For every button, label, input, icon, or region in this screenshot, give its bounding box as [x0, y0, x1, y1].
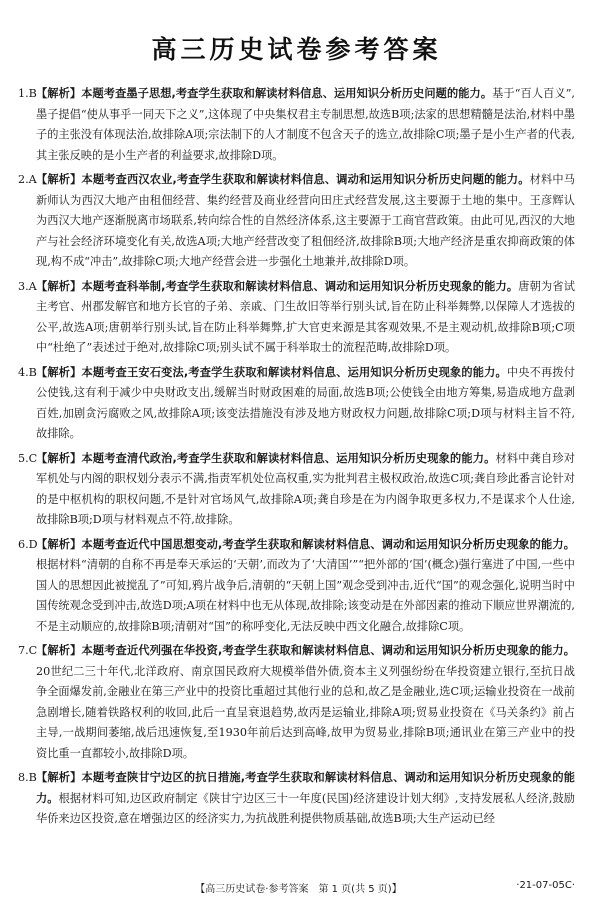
- analysis-text: 中央不再拨付公使钱,这有利于减少中央财政支出,缓解当时财政困难的局面,故选B项;公使钱全由地方筹集,易造成地方盘剥百姓,加剧贪污腐败之风,故排除A项;该变法措施没有涉及地方财政权力问题,故排除C项;D项与材料主旨不符,故排除。: [36, 365, 575, 440]
- answer-number: 6.D: [18, 537, 38, 551]
- question-requirement: 本题考查王安石变法,考查学生获取和解读材料信息、运用知识分析历史现象的能力。: [81, 365, 507, 379]
- analysis-tag: 【解析】: [36, 279, 82, 293]
- question-requirement: 本题考查西汉农业,考查学生获取和解读材料信息、调动和运用知识分析历史问题的能力。: [81, 173, 530, 186]
- question-requirement: 本题考查科举制,考查学生获取和解读材料信息、调动和运用知识分析历史现象的能力。: [81, 279, 519, 293]
- analysis-text: 基于“百人百义”,墨子提倡“使从事乎一同天下之义”,这体现了中央集权君主专制思想,故选B项;法家的思想精髓是法治,材料中墨子的主张没有体现法治,故排除A项;宗法制下的人才制度不包含天子的选立,故排除C项;墨子是小生产者的代表,其主张反映的是小生产者的利益要求,故排除D项。: [36, 87, 575, 162]
- answer-item: [18, 449, 575, 531]
- analysis-text: 材料中龚自珍对军机处与内阁的职权划分表示不满,指责军机处位高权重,实为批判君主极权政治,故选C项;龚自珍此番言论针对的是中枢机构的职权问题,不是针对官场风气,故排除A项;龚自珍是在为内阁争取更多权力,不是谋求个人仕途,故排除B项;D项与材料观点不符,故排除。: [36, 451, 575, 526]
- analysis-tag: 【解析】: [36, 87, 82, 100]
- page-title: 高三历史试卷参考答案: [151, 35, 442, 64]
- question-requirement: 本题考查陕甘宁边区的抗日措施,考查学生获取和解读材料信息、调动和运用知识分析历史现象的能力。: [36, 771, 575, 805]
- answer-number: 7.C: [18, 644, 38, 657]
- question-requirement: 本题考查近代中国思想变动,考查学生获取和解读材料信息、调动和运用知识分析历史现象的能力。: [81, 537, 575, 551]
- answer-number: 4.B: [18, 365, 37, 379]
- answer-item: [18, 84, 575, 166]
- answer-number: 3.A: [18, 279, 37, 293]
- analysis-tag: 【解析】: [36, 537, 82, 551]
- answer-item: [18, 277, 575, 359]
- answer-item: [18, 363, 575, 445]
- question-requirement: 本题考查近代列强在华投资,考查学生获取和解读材料信息、调动和运用知识分析历史现象的能力。: [81, 644, 575, 657]
- analysis-tag: 【解析】: [36, 644, 82, 657]
- analysis-text: 唐朝为省试主考官、州郡发解官和地方长官的子弟、亲戚、门生故旧等举行别头试,旨在防止科举舞弊,以保障人才选拔的公平,故选A项;唐朝举行别头试,旨在防止科举舞弊,扩大官吏来源是其客观效果,不是主观动机,故排除B项;C项中“杜绝了”表述过于绝对,故排除C项;别头试不属于科举取士的流程范畴,故排除D项。: [36, 279, 575, 354]
- answer-number: 5.C: [18, 451, 38, 465]
- answer-item: [18, 170, 575, 273]
- analysis-tag: 【解析】: [36, 365, 82, 379]
- answer-item: [18, 535, 575, 638]
- analysis-text: 20世纪二三十年代,北洋政府、南京国民政府大规模举借外债,资本主义列强纷纷在华投资建立银行,至抗日战争全面爆发前,金融业在第三产业中的投资比重超过其他行业的总和,故乙是金融业,选C项;运输业投资在一战前急剧增长,随着铁路权利的收回,此后一直呈衰退趋势,故丙是运输业,排除A项;贸易业投资在《马关条约》前占主导,一战期间萎缩,战后迅速恢复,至1930年前后达到高峰,故甲为贸易业,排除B项;通讯业在第三产业中的投资比重一直都较小,故排除D项。: [36, 664, 575, 760]
- answer-item: [18, 768, 575, 830]
- question-list: [18, 84, 575, 830]
- analysis-text: 材料中马新师认为西汉大地产由租佃经营、集约经营及商业经营向田庄式经营发展,这主要源于土地的集中。王彦辉认为西汉大地产逐渐脱离市场联系,转向综合性的自然经济体系,这主要源于工商官营政策。由此可见,西汉的大地产与社会经济环境变化有关,故选A项;大地产经营改变了租佃经济,故排除B项;大地产经济是重农抑商政策的体现,构不成“冲击”,故排除C项;大地产经营会进一步强化土地兼并,故排除D项。: [36, 173, 575, 268]
- answer-number: 8.B: [18, 771, 37, 784]
- analysis-tag: 【解析】: [36, 173, 82, 186]
- answer-item: [18, 641, 575, 764]
- question-requirement: 本题考查墨子思想,考查学生获取和解读材料信息、运用知识分析历史问题的能力。: [81, 87, 493, 100]
- analysis-tag: 【解析】: [36, 451, 82, 465]
- answer-number: 2.A: [18, 173, 37, 186]
- analysis-text: 根据材料“清朝的自称不再是奉天承运的‘天朝’,而改为了‘大清国’”“把外部的‘国’(概念)强行塞进了中国,一些中国人的思想因此被搅乱了”可知,鸦片战争后,清朝的“天朝上国”观念受到冲击,近代“国”的观念强化,说明当时中国传统观念受到冲击,故选D项;A项在材料中也无从体现,故排除;该变动是在外部因素的推动下顺应世界潮流的,不是主动顺应的,故排除B项;清朝对“国”的称呼变化,无法反映中西文化融合,故排除C项。: [36, 558, 575, 633]
- analysis-tag: 【解析】: [36, 771, 82, 784]
- footer-page-info: 【高三历史试卷·参考答案 第 1 页(共 5 页)】: [195, 884, 402, 895]
- analysis-text: 根据材料可知,边区政府制定《陕甘宁边区三十一年度(民国)经济建设计划大纲》,支持发展私人经济,鼓励华侨来边区投资,意在增强边区的经济实力,为抗战胜利提供物质基础,故选B项;大生产运动已经: [36, 791, 575, 825]
- footer-code: ·21-07-05C·: [516, 880, 575, 891]
- answer-number: 1.B: [18, 87, 37, 100]
- question-requirement: 本题考查清代政治,考查学生获取和解读材料信息、运用知识分析历史现象的能力。: [81, 451, 496, 465]
